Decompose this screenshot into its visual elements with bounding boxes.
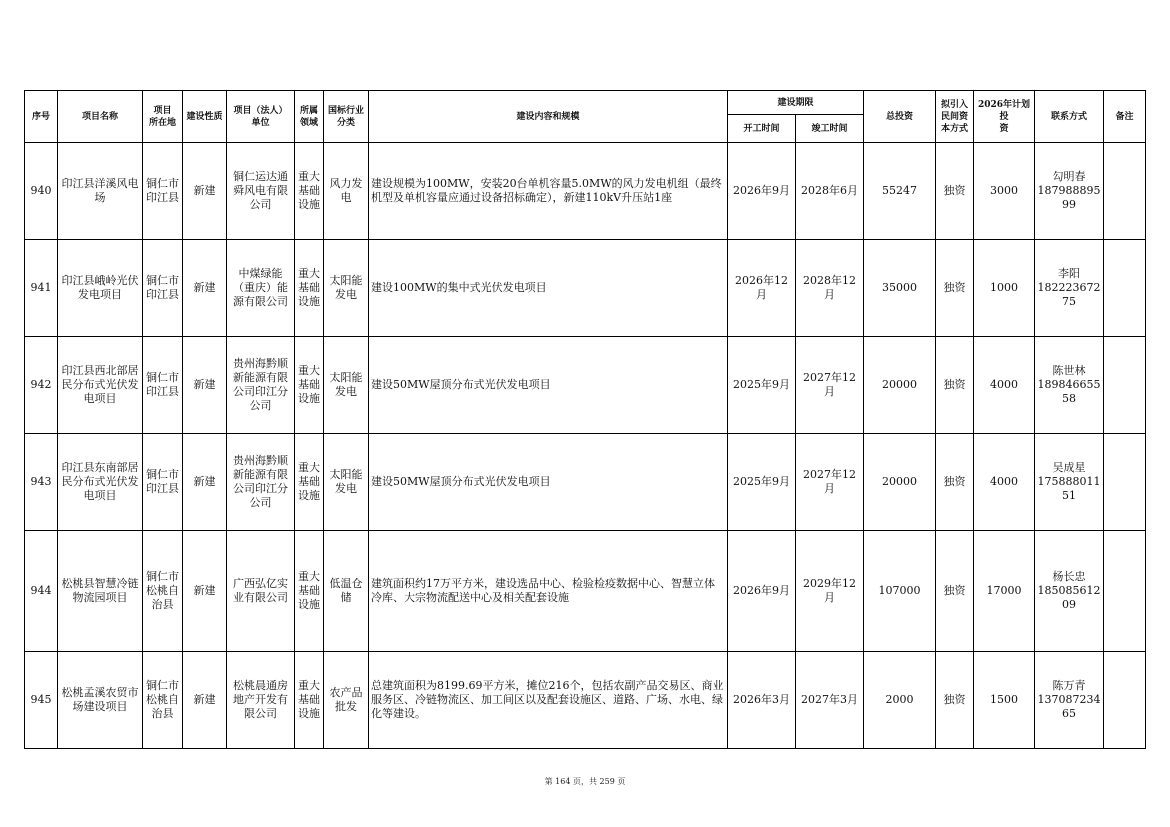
header-seq: 序号 <box>25 91 58 143</box>
header-unit: 项目（法人） 单位 <box>227 91 295 143</box>
cell-private: 独资 <box>936 531 974 652</box>
cell-private: 独资 <box>936 337 974 434</box>
cell-unit: 铜仁运达通舜风电有限公司 <box>227 143 295 240</box>
header-location: 项目 所在地 <box>143 91 183 143</box>
header-start: 开工时间 <box>728 115 796 143</box>
cell-location: 铜仁市印江县 <box>143 240 183 337</box>
cell-industry: 太阳能发电 <box>324 240 369 337</box>
table-row <box>25 652 1146 749</box>
cell-end: 2027年12月 <box>796 434 864 531</box>
cell-plan: 1500 <box>974 652 1035 749</box>
cell-industry: 风力发电 <box>324 143 369 240</box>
table-row <box>25 240 1146 337</box>
cell-end: 2027年12月 <box>796 337 864 434</box>
header-remark: 备注 <box>1104 91 1146 143</box>
cell-private: 独资 <box>936 434 974 531</box>
header-period: 建设期限 <box>728 91 864 115</box>
header-total: 总投资 <box>864 91 936 143</box>
header-plan: 2026年计划投 资 <box>974 91 1035 143</box>
cell-name: 印江县东南部居民分布式光伏发电项目 <box>58 434 143 531</box>
cell-plan: 1000 <box>974 240 1035 337</box>
table-row <box>25 434 1146 531</box>
cell-total: 55247 <box>864 143 936 240</box>
cell-field: 重大基础设施 <box>295 531 324 652</box>
cell-field: 重大基础设施 <box>295 652 324 749</box>
cell-end: 2028年12月 <box>796 240 864 337</box>
cell-private: 独资 <box>936 240 974 337</box>
cell-contact: 陈万青 13708723465 <box>1035 652 1104 749</box>
cell-plan: 3000 <box>974 143 1035 240</box>
header-industry: 国标行业 分类 <box>324 91 369 143</box>
cell-remark <box>1104 531 1146 652</box>
cell-field: 重大基础设施 <box>295 143 324 240</box>
cell-seq: 943 <box>25 434 58 531</box>
cell-seq: 940 <box>25 143 58 240</box>
cell-unit: 贵州海黔顺新能源有限公司印江分公司 <box>227 434 295 531</box>
cell-seq: 945 <box>25 652 58 749</box>
cell-end: 2029年12月 <box>796 531 864 652</box>
cell-end: 2028年6月 <box>796 143 864 240</box>
cell-total: 35000 <box>864 240 936 337</box>
cell-name: 松桃县智慧冷链物流园项目 <box>58 531 143 652</box>
cell-plan: 17000 <box>974 531 1035 652</box>
cell-unit: 松桃晨通房地产开发有限公司 <box>227 652 295 749</box>
cell-seq: 942 <box>25 337 58 434</box>
cell-start: 2026年9月 <box>728 531 796 652</box>
cell-unit: 广西弘亿实业有限公司 <box>227 531 295 652</box>
cell-nature: 新建 <box>183 337 227 434</box>
cell-location: 铜仁市印江县 <box>143 337 183 434</box>
project-table <box>24 90 1146 749</box>
cell-nature: 新建 <box>183 240 227 337</box>
cell-nature: 新建 <box>183 531 227 652</box>
cell-content: 建筑面积约17万平方米，建设选品中心、检验检疫数据中心、智慧立体冷库、大宗物流配送中心及相关配套设施 <box>369 531 728 652</box>
cell-location: 铜仁市印江县 <box>143 434 183 531</box>
cell-industry: 低温仓储 <box>324 531 369 652</box>
cell-plan: 4000 <box>974 434 1035 531</box>
cell-industry: 农产品批发 <box>324 652 369 749</box>
cell-field: 重大基础设施 <box>295 240 324 337</box>
cell-name: 印江县西北部居民分布式光伏发电项目 <box>58 337 143 434</box>
cell-start: 2025年9月 <box>728 434 796 531</box>
cell-location: 铜仁市印江县 <box>143 143 183 240</box>
cell-contact: 吴成星 17588801151 <box>1035 434 1104 531</box>
header-name: 项目名称 <box>58 91 143 143</box>
header-nature: 建设性质 <box>183 91 227 143</box>
cell-remark <box>1104 240 1146 337</box>
header-contact: 联系方式 <box>1035 91 1104 143</box>
page-footer: 第 164 页，共 259 页 <box>544 777 626 786</box>
cell-nature: 新建 <box>183 143 227 240</box>
cell-private: 独资 <box>936 652 974 749</box>
cell-start: 2026年9月 <box>728 143 796 240</box>
header-end: 竣工时间 <box>796 115 864 143</box>
header-content: 建设内容和规模 <box>369 91 728 143</box>
cell-nature: 新建 <box>183 434 227 531</box>
cell-content: 建设50MW屋顶分布式光伏发电项目 <box>369 434 728 531</box>
header-private: 拟引入 民间资 本方式 <box>936 91 974 143</box>
cell-contact: 李阳 18222367275 <box>1035 240 1104 337</box>
cell-unit: 中煤绿能（重庆）能源有限公司 <box>227 240 295 337</box>
table-row <box>25 337 1146 434</box>
header-field: 所属 领域 <box>295 91 324 143</box>
cell-start: 2026年12月 <box>728 240 796 337</box>
cell-name: 松桃孟溪农贸市场建设项目 <box>58 652 143 749</box>
cell-location: 铜仁市松桃自治县 <box>143 531 183 652</box>
cell-total: 107000 <box>864 531 936 652</box>
cell-content: 建设50MW屋顶分布式光伏发电项目 <box>369 337 728 434</box>
cell-contact: 勾明春 18798889599 <box>1035 143 1104 240</box>
cell-content: 总建筑面积为8199.69平方米，摊位216个，包括农副产品交易区、商业服务区、冷链物流区、加工间区以及配套设施区、道路、广场、水电、绿化等建设。 <box>369 652 728 749</box>
cell-total: 20000 <box>864 434 936 531</box>
cell-content: 建设100MW的集中式光伏发电项目 <box>369 240 728 337</box>
cell-field: 重大基础设施 <box>295 337 324 434</box>
cell-total: 2000 <box>864 652 936 749</box>
table-row <box>25 143 1146 240</box>
cell-contact: 杨长忠 18508561209 <box>1035 531 1104 652</box>
cell-plan: 4000 <box>974 337 1035 434</box>
table-row <box>25 531 1146 652</box>
cell-seq: 941 <box>25 240 58 337</box>
cell-industry: 太阳能发电 <box>324 434 369 531</box>
cell-unit: 贵州海黔顺新能源有限公司印江分公司 <box>227 337 295 434</box>
cell-industry: 太阳能发电 <box>324 337 369 434</box>
cell-remark <box>1104 434 1146 531</box>
cell-field: 重大基础设施 <box>295 434 324 531</box>
cell-private: 独资 <box>936 143 974 240</box>
cell-end: 2027年3月 <box>796 652 864 749</box>
cell-content: 建设规模为100MW，安装20台单机容量5.0MW的风力发电机组（最终机型及单机容量应通过设备招标确定），新建110kV升压站1座 <box>369 143 728 240</box>
cell-start: 2026年3月 <box>728 652 796 749</box>
cell-name: 印江县峨岭光伏发电项目 <box>58 240 143 337</box>
cell-contact: 陈世林 18984665558 <box>1035 337 1104 434</box>
cell-remark <box>1104 337 1146 434</box>
cell-total: 20000 <box>864 337 936 434</box>
cell-name: 印江县洋溪风电场 <box>58 143 143 240</box>
header-row <box>25 91 1146 115</box>
cell-remark <box>1104 143 1146 240</box>
cell-start: 2025年9月 <box>728 337 796 434</box>
cell-location: 铜仁市松桃自治县 <box>143 652 183 749</box>
cell-nature: 新建 <box>183 652 227 749</box>
cell-remark <box>1104 652 1146 749</box>
cell-seq: 944 <box>25 531 58 652</box>
